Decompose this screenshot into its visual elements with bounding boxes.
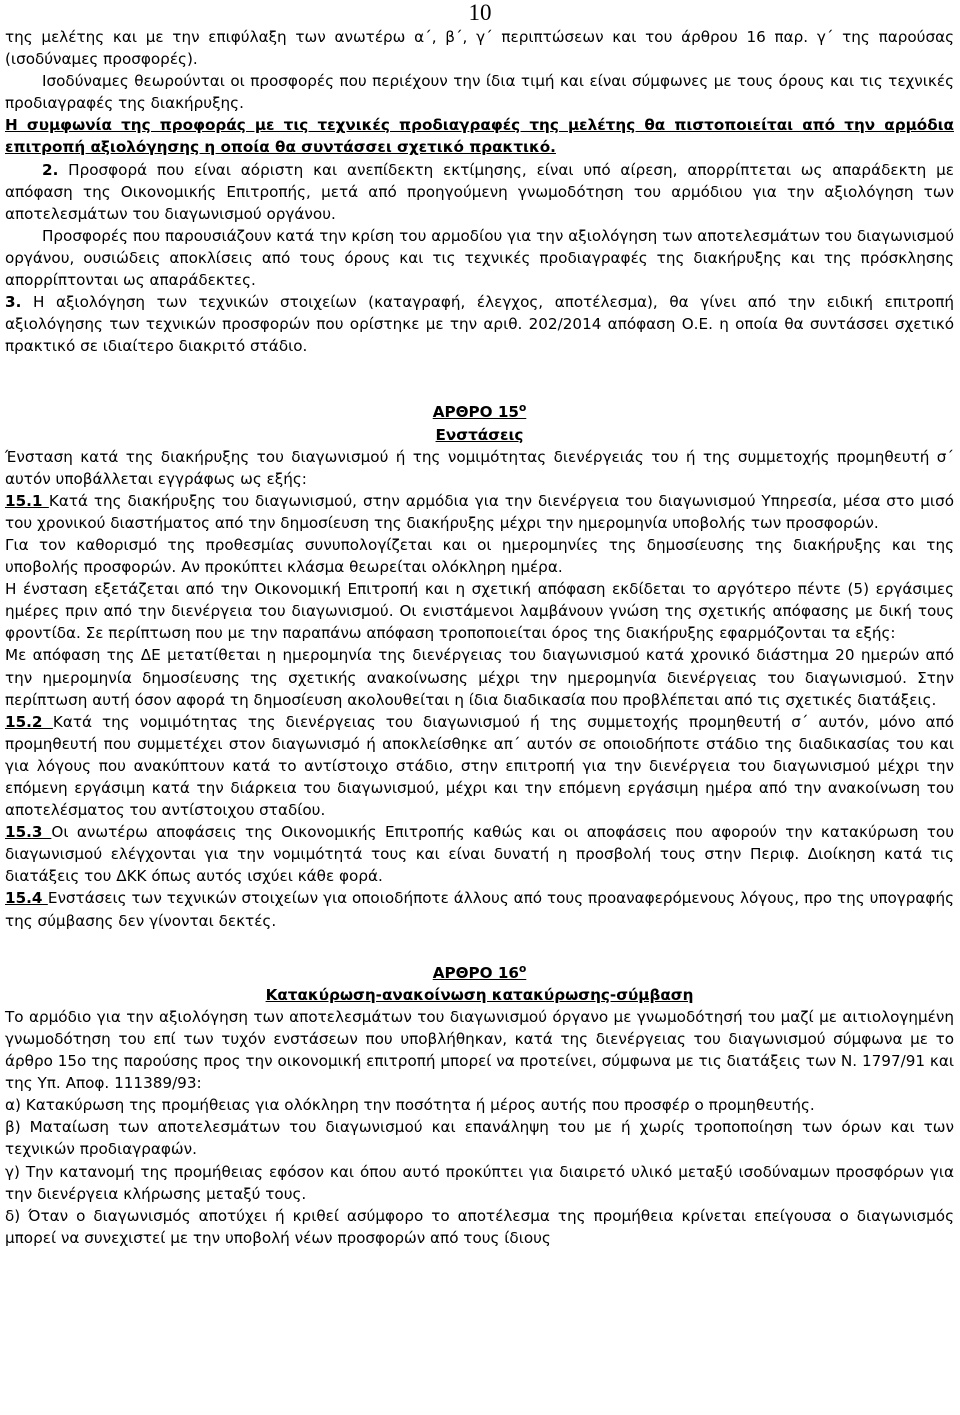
paragraph: Ένσταση κατά της διακήρυξης του διαγωνισμού ή της νομιμότητας διενέργειάς του ή της συμμετοχής προμηθευτή σ΄ αυτόν υποβάλλεται εγγράφως ως εξής:	[5, 447, 954, 488]
list-item: δ) Όταν ο διαγωνισμός αποτύχει ή κριθεί ασύμφορο το αποτέλεσμα της προμήθεια κρίνεται επείγουσα ο διαγωνισμός μπορεί να συνεχιστεί με την υποβολή νέων προσφορών από τους ίδιους	[5, 1206, 954, 1247]
clause-number: 15.4	[5, 889, 48, 908]
clause-text: Οι ανωτέρω αποφάσεις της Οικονομικής Επιτροπής καθώς και οι αποφάσεις που αφορούν την κατακύρωση του διαγωνισμού ελέγχονται για την νομιμότητά τους και είναι δυνατή η προσβολή τους στην Περιφ. Διοίκηση κατά τις διατάξεις του ΔΚΚ όπως αυτός ισχύει κάθε φορά.	[5, 823, 955, 886]
paragraph	[5, 159, 954, 225]
clause-number: 15.1	[5, 491, 49, 510]
article-subtitle: Κατακύρωση-ανακοίνωση κατακύρωσης-σύμβαση	[265, 985, 694, 1004]
clause-text: Κατά της νομιμότητας της διενέργειας του διαγωνισμού ή της συμμετοχής προμηθευτή σ΄ αυτόν, μόνο από προμηθευτή που συμμετέχει στον διαγωνισμό ή αποκλείσθηκε απ΄ αυτόν σε οποιοδήποτε στάδιο της διαδικασίας του και για λόγους που ανακύπτουν κατά το αντίστοιχο στάδιο, στην επιτροπή για την διενέργεια του διαγωνισμού μέχρι την επόμενη εργάσιμη κατά την διάρκεια του διαγωνισμού, μέχρι και την επόμενη εργάσιμη ημέρα από την ανακοίνωση του αποτελέσματος του αντίστοιχου σταδίου.	[5, 712, 954, 820]
paragraph	[5, 821, 954, 887]
clause-text: Κατά της διακήρυξης του διαγωνισμού, στην αρμόδια για την διενέργεια του διαγωνισμού Υπηρεσία, μέσα στο μισό του χρονικού διαστήματος από την δημοσίευση της διακήρυξης μέχρι την ημερομηνία υποβολής των προσφορών.	[5, 491, 954, 532]
paragraph: Προσφορές που παρουσιάζουν κατά την κρίση του αρμοδίου για την αξιολόγηση των αποτελεσμάτων του διαγωνισμού οργάνου, ουσιώδεις αποκλίσεις από τους όρους και τις τεχνικές προδιαγραφές της διακήρυξης και της πρόσκλησης απορρίπτονται ως απαράδεκτες.	[5, 226, 954, 290]
clause-number: 15.3	[5, 823, 52, 842]
article-subtitle: Ενστάσεις	[435, 425, 524, 444]
clause-text: Προσφορά που είναι αόριστη και ανεπίδεκτη εκτίμησης, είναι υπό αίρεση, απορρίπτεται ως απαράδεκτη με απόφαση της Οικονομικής Επιτροπής, μετά από προηγούμενη γνωμοδότηση του αρμόδιου για την αξιολόγηση των αποτελεσμάτων του διαγωνισμού οργάνου.	[5, 160, 954, 223]
clause-text: Η αξιολόγηση των τεχνικών στοιχείων (καταγραφή, έλεγχος, αποτέλεσμα), θα γίνει από την ειδική επιτροπή αξιολόγησης των τεχνικών προσφορών που ορίστηκε με την αριθ. 202/2014 απόφαση Ο.Ε. η οποία θα συντάσσει σχετικό πρακτικό σε ιδιαίτερο διακριτό στάδιο.	[5, 293, 954, 356]
paragraph	[5, 291, 954, 357]
paragraph	[5, 490, 954, 534]
paragraph: Για τον καθορισμό της προθεσμίας συνυπολογίζεται και οι ημερομηνίες της δημοσίευσης της διακήρυξης και της υποβολής προσφορών. Αν προκύπτει κλάσμα θεωρείται ολόκληρη ημέρα.	[5, 535, 954, 577]
list-item: β) Ματαίωση των αποτελεσμάτων του διαγωνισμού και επανάληψη του με ή χωρίς τροποποίηση των όρων και των τεχνικών προδιαγραφών.	[5, 1118, 954, 1159]
paragraph: Με απόφαση της ΔΕ μετατίθεται η ημερομηνία της διενέργειας του διαγωνισμού κατά χρονικό διάστημα 20 ημερών από την ημερομηνία δημοσίευσης της σχετικής ανακοίνωσης μέχρι την ημερομηνία διενέργειας του διαγωνισμού. Στην περίπτωση αυτή όσον αφορά τη δημοσίευση ακολουθείται η ίδια διαδικασία που προβλέπεται από τις σχετικές διατάξεις.	[5, 646, 954, 709]
article-heading: ΑΡΘΡΟ $16^o$	[432, 961, 527, 982]
paragraph: Ισοδύναμες θεωρούνται οι προσφορές που περιέχουν την ίδια τιμή και είναι σύμφωνες με τους όρους και τις τεχνικές προδιαγραφές της διακήρυξης.	[5, 72, 954, 113]
clause-number: 15.2	[5, 712, 53, 731]
clause-text: Ενστάσεις των τεχνικών στοιχείων για οποιοδήποτε άλλους από τους προαναφερόμενους λόγους, προ της υπογραφής της σύμβασης δεν γίνονται δεκτές.	[5, 889, 954, 930]
list-item: α) Κατακύρωση της προμήθειας για ολόκληρη την ποσότητα ή μέρος αυτής που προσφέρ ο προμηθευτής.	[5, 1096, 815, 1115]
article-heading: ΑΡΘΡΟ $15^o$	[432, 401, 527, 422]
paragraph: της μελέτης και με την επιφύλαξη των ανωτέρω α΄, β΄, γ΄ περιπτώσεων και του άρθρου 16 παρ. γ΄ της παρούσας (ισοδύναμες προσφορές).	[5, 28, 954, 69]
paragraph	[5, 711, 954, 821]
clause-number: 3.	[5, 293, 22, 312]
emphasized-paragraph: Η συμφωνία της προφοράς με τις τεχνικές προδιαγραφές της μελέτης θα πιστοποιείται από την αρμόδια επιτροπή αξιολόγησης η οποία θα συντάσσει σχετικό πρακτικό.	[5, 116, 954, 157]
paragraph: Το αρμόδιο για την αξιολόγηση των αποτελεσμάτων του διαγωνισμού όργανο με γνωμοδότησή του μαζί με αιτιολογημένη γνωμοδότηση του επί των τυχόν ενστάσεων που υποβλήθηκαν, κατά της διενέργειας του διαγωνισμού σύμφωνα με το άρθρο 15ο της παρούσης προς την οικονομική επιτροπή μπορεί να προτείνει, σύμφωνα με τις διατάξεις των Ν. 1797/91 και της Υπ. Αποφ. 111389/93:	[5, 1007, 954, 1093]
page-number: 10	[468, 0, 492, 25]
list-item: γ) Την κατανομή της προμήθειας εφόσον και όπου αυτό προκύπτει για διαιρετό υλικό μεταξύ ισοδύναμων προσφόρων για την διενέργεια κλήρωσης μεταξύ τους.	[5, 1162, 954, 1203]
clause-number: 2.	[42, 160, 59, 179]
paragraph: Η ένσταση εξετάζεται από την Οικονομική Επιτροπή και η σχετική απόφαση εκδίδεται το αργότερο πέντε (5) εργάσιμες ημέρες πριν από την διενέργεια του διαγωνισμού. Οι ενιστάμενοι λαμβάνουν γνώση της σχετικής απόφασης με δική τους φροντίδα. Σε περίπτωση που με την παραπάνω απόφαση τροποποιείται όρος της διακήρυξης εφαρμόζονται τα εξής:	[5, 580, 954, 643]
paragraph	[5, 887, 954, 931]
